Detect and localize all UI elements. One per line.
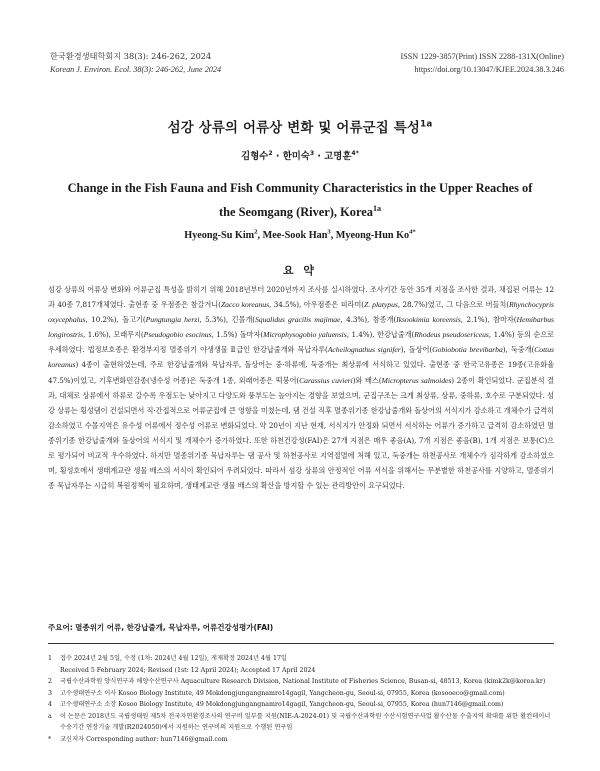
- abstract-body: 섬강 상류의 어류상 변화와 어류군집 특성을 밝히기 위해 2018년부터 2020년까지 조사를 실시하였다. 조사기간 동안 35개 지점을 조사한 결과, 채집된 어류는 12과 40종 7,817개체였다. 출현종 중 우점종은 참갈겨니(Zacco koreanus, 34.5%), 아우점종은 피라미(Z. platypus, 28.7%)였고, 그 다음으로 버들치(Rhynchocypris oxycephalus, 10.2%), 돌고기(Pungtungia herzi, 5.3%), 긴몰개(Squalidus gracilis majimae, 4.3%), 참종개(Iksookimia koreensis, 2.1%), 참마자(Hemibarbus longirostris, 1.6%), 모래무지(Pseudogobio esocinus, 1.5%) 돌마자(Microphysogobio yaluensis, 1.4%), 한강납줄개(Rhodeus pseudosericeus, 1.4%) 등의 순으로 우세하였다. 법정보호종은 환경부지정 멸종위기 야생생물 Ⅱ급인 한강납줄개와 묵납자루(Acheilognathus signifer), 돌상어(Gobiobotia brevibarba), 둑중개(Cottus koreanus) 4종이 출현하였는데, 주로 한강납줄개와 묵납자루, 돌상어는 중·하류에, 둑중개는 최상류에 서식하고 있었다. 출현종 중 한국고유종은 19종(고유화율 47.5%)이었고, 기후변화민감종(냉수성 어종)은 둑중개 1종, 외래어종은 떡붕어(Carassius cuvieri)와 배스(Micropterus salmoides) 2종이 확인되었다. 군집분석 결과, 대체로 상류에서 하류로 갈수록 우점도는 낮아지고 다양도와 풍부도는 높아지는 경향을 보였으며, 군집구조는 크게 최상류, 상류, 중하류, 호수로 구분되었다. 섬강 상류는 횡성댐이 건설되면서 직·간접적으로 어류군집에 큰 영향을 미쳤는데, 댐 건설 직후 멸종위기종 한강납줄개와 돌상어의 서식지가 감소하고 개체수가 급격히 감소하였고 수몰지역은 유수성 어류에서 정수성 어류로 변화되었다. 약 20년이 지난 현재, 서식지가 안정화 되면서 서식하는 어류가 증가하고 급격히 감소하였던 멸종위기종 한강납줄개와 돌상어의 서식지 및 개체수가 증가하였다. 또한 하천건강성(FAI)은 27개 지점은 매우 좋음(A), 7개 지점은 좋음(B), 1개 지점은 보통(C)으로 평가되어 비교적 우수하였다. 하지만 멸종위기종 묵납자루는 댐 공사 및 하천공사로 지역절멸에 처해 있고, 둑중개는 하천공사로 개체수가 심각하게 감소하였으며, 횡성호에서 생태계교란 생물 배스의 서식이 확인되어 우려되었다. 따라서 섬강 상류의 안정적인 어류 서식을 위해서는 무분별한 하천공사를 지양하고, 멸종위기종 묵납자루는 시급히 복원정책이 필요하며, 생태계교란 생물 배스의 확산을 방지할 수 있는 관리방안이 요구되었다.: [48, 285, 555, 491]
- title-korean-footnote-mark[interactable]: 1a: [420, 119, 433, 130]
- keywords: [48, 622, 554, 633]
- author-affiliation-mark[interactable]: 4*: [409, 228, 416, 236]
- footnote: [48, 688, 558, 700]
- author-name: 한미숙: [282, 151, 310, 162]
- species-scientific-name: Cottus koreanus: [48, 345, 554, 370]
- doi-link[interactable]: https://doi.org/10.13047/KJEE.2024.38.3.246: [414, 65, 564, 74]
- footnote-text: 고수생태연구소 소장 Kosoo Biology Institute, 49 Mokdongjungangnamro14gagil, Yangcheon-gu, Seoul-si, 07955, Korea (hun7146@gmail.com): [60, 701, 504, 709]
- authors-korean: [0, 148, 600, 162]
- footnote: [48, 653, 558, 665]
- footnote-text: Received 5 February 2024; Revised (1st: 12 April 2024); Accepted 17 April 2024: [60, 666, 316, 674]
- footnote-text: 국립수산과학원 양식연구과 해양수산연구사 Aquaculture Research Division, National Institute of Fisheries Science, Busan-si, 48513, Korea (kimk2k@korea.kr): [60, 678, 546, 686]
- author-name: 김형수: [241, 151, 269, 162]
- species-scientific-name: Rhodeus pseudosericeus: [414, 330, 489, 340]
- journal-name-korean: 한국환경생태학회지 38(3): 246-262, 2024: [50, 51, 212, 61]
- species-scientific-name: Gobiobotia brevibarba: [432, 345, 503, 355]
- author-separator: ·: [272, 151, 283, 162]
- species-scientific-name: Squalidus gracilis majimae: [254, 315, 341, 325]
- title-korean: [0, 117, 600, 136]
- footnote: [48, 699, 558, 711]
- species-scientific-name: Pungtungia herzi: [145, 315, 200, 325]
- author-affiliation-mark[interactable]: 4*: [351, 149, 359, 157]
- species-scientific-name: Z. platypus: [363, 300, 398, 310]
- footnote-mark: 4: [48, 701, 52, 709]
- abstract-heading: 요 약: [282, 264, 318, 277]
- title-english-footnote-mark[interactable]: 1a: [372, 203, 381, 213]
- species-scientific-name: Iksookimia koreensis: [396, 315, 461, 325]
- keywords-values: 멸종위기 어류, 한강납줄개, 묵납자루, 어류건강성평가(FAI): [75, 623, 274, 632]
- footnote: [48, 665, 558, 677]
- author-affiliation-mark[interactable]: 3: [309, 149, 315, 157]
- issn-line: ISSN 1229-3857(Print) ISSN 2288-131X(Online): [400, 52, 564, 61]
- title-korean-text: 섬강 상류의 어류상 변화 및 어류군집 특성: [167, 121, 421, 136]
- species-scientific-name: Pseudogobio esocinus: [143, 330, 212, 340]
- author-affiliation-mark[interactable]: 2: [268, 149, 273, 157]
- species-scientific-name: Acheilognathus signifer: [327, 345, 401, 355]
- footnote-mark: *: [48, 735, 52, 743]
- footnote-text: 이 논문은 2018년도 국립생태원 제5차 전국자연환경조사의 연구비 일부를 지원(NIE-A-2024-01) 및 국립수산과학원 수산시험연구사업 활수산물 수출지역 확대를 위한 활컨테이너 수송기간 연장기술 개발(R2024050)에서 지원하는 연구비의 지원으로 수행된 연구임: [60, 712, 551, 732]
- keywords-label: 주요어:: [48, 623, 73, 632]
- journal-identifiers: [264, 50, 564, 76]
- footnote-divider: [48, 643, 554, 644]
- footnote-text: 접수 2024년 2월 5일, 수정 (1차: 2024년 4월 12일), 게재확정 2024년 4월 17일: [60, 655, 287, 662]
- journal-name-english: Korean J. Environ. Ecol. 38(3): 246-262, June 2024: [50, 65, 222, 74]
- species-scientific-name: Microphysogobio yaluensis: [263, 330, 347, 340]
- species-scientific-name: Zacco koreanus: [220, 300, 270, 310]
- author-separator: ,: [330, 230, 336, 241]
- footnote-mark: 1: [48, 655, 52, 662]
- title-english: [60, 176, 540, 224]
- author-affiliation-mark[interactable]: 2: [254, 228, 258, 236]
- author-name: Hyeong-Su Kim: [184, 230, 255, 241]
- author-affiliation-mark[interactable]: 3: [327, 228, 331, 236]
- footnote-mark: a: [48, 712, 52, 720]
- footnote: [48, 711, 558, 734]
- footnote-text: 교신저자 Corresponding author: hun7146@gmail.com: [60, 735, 228, 743]
- footnote-mark: 2: [48, 678, 52, 686]
- species-scientific-name: Rhynchocypris oxycephalus: [48, 300, 555, 325]
- author-separator: ,: [257, 230, 263, 241]
- footnote-text: 고수생태연구소 이사 Kosoo Biology Institute, 49 Mokdongjungangnamro14gagil, Yangcheon-gu, Seoul-si, 07955, Korea (kosooeco@gmail.com): [60, 689, 505, 697]
- footnote-mark: 3: [48, 689, 52, 697]
- species-scientific-name: Carassius cuvieri: [299, 375, 353, 385]
- author-name: Myeong-Hun Ko: [335, 230, 410, 241]
- author-separator: ·: [314, 151, 325, 162]
- author-name: Mee-Sook Han: [262, 230, 328, 241]
- species-scientific-name: Micropterus salmoides: [381, 375, 452, 385]
- footnote: [48, 734, 558, 746]
- authors-english: [0, 230, 600, 241]
- footnotes: [48, 653, 558, 745]
- title-english-text: Change in the Fish Fauna and Fish Community Characteristics in the Upper Reaches of the Seomgang (River), Korea: [67, 181, 533, 219]
- species-scientific-name: Hemibarbus longirostris: [48, 315, 554, 340]
- footnote: [48, 676, 558, 688]
- author-name: 고명훈: [324, 151, 352, 162]
